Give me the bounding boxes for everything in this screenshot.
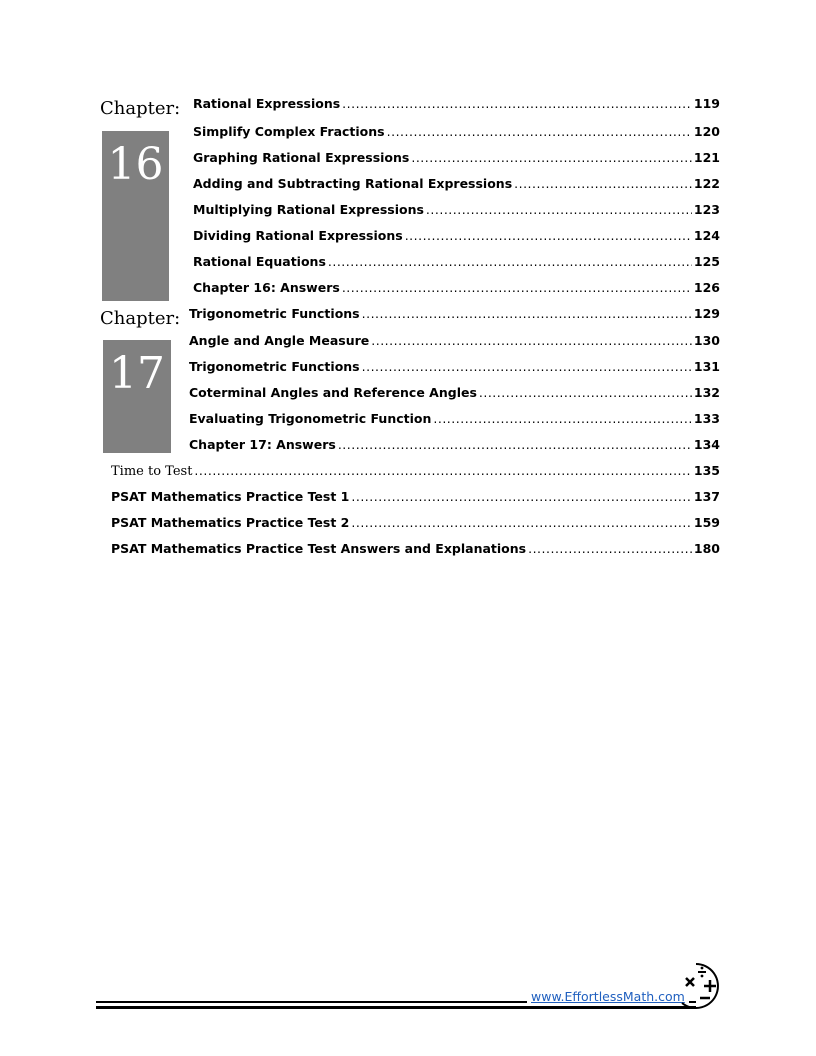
toc-entry[interactable]: Evaluating Trigonometric Function ..... 133	[189, 411, 720, 426]
chapter-17-label: Chapter:	[100, 308, 181, 329]
toc-entry[interactable]: Trigonometric Functions ..... 129	[189, 306, 720, 321]
toc-entry[interactable]: Trigonometric Functions ..... 131	[189, 359, 720, 374]
toc-entry[interactable]: Angle and Angle Measure ..... 130	[189, 333, 720, 348]
footer-website-link[interactable]: www.EffortlessMath.com	[527, 989, 689, 1004]
chapter-17-number: 17	[109, 348, 165, 399]
chapter-16-label: Chapter:	[100, 98, 181, 119]
toc-entry[interactable]: Chapter 16: Answers ..... 126	[193, 280, 720, 295]
toc-entry[interactable]: Dividing Rational Expressions ..... 124	[193, 228, 720, 243]
toc-entry[interactable]: Chapter 17: Answers ..... 134	[189, 437, 720, 452]
toc-entry[interactable]: Simplify Complex Fractions ..... 120	[193, 124, 720, 139]
toc-entry[interactable]: Rational Equations ..... 125	[193, 254, 720, 269]
toc-entry[interactable]: PSAT Mathematics Practice Test 2 ..... 159	[111, 515, 720, 530]
toc-entry[interactable]: Graphing Rational Expressions ..... 121	[193, 150, 720, 165]
chapter-17-box	[103, 340, 171, 453]
toc-entry[interactable]: Multiplying Rational Expressions ..... 123	[193, 202, 720, 217]
math-operators-icon	[672, 962, 720, 1010]
toc-entry[interactable]: Rational Expressions ..... 119	[193, 96, 720, 111]
toc-entry[interactable]: Adding and Subtracting Rational Expressions ..... 122	[193, 176, 720, 191]
toc-entry-time-to-test[interactable]: Time to Test ..... 135	[111, 463, 720, 479]
footer-rule-thick	[96, 1006, 696, 1009]
toc-entry[interactable]: Coterminal Angles and Reference Angles ..... 132	[189, 385, 720, 400]
chapter-16-box	[102, 131, 169, 301]
chapter-16-number: 16	[107, 139, 164, 190]
toc-entry[interactable]: PSAT Mathematics Practice Test Answers and Explanations ..... 180	[111, 541, 720, 556]
toc-entry[interactable]: PSAT Mathematics Practice Test 1 ..... 137	[111, 489, 720, 504]
